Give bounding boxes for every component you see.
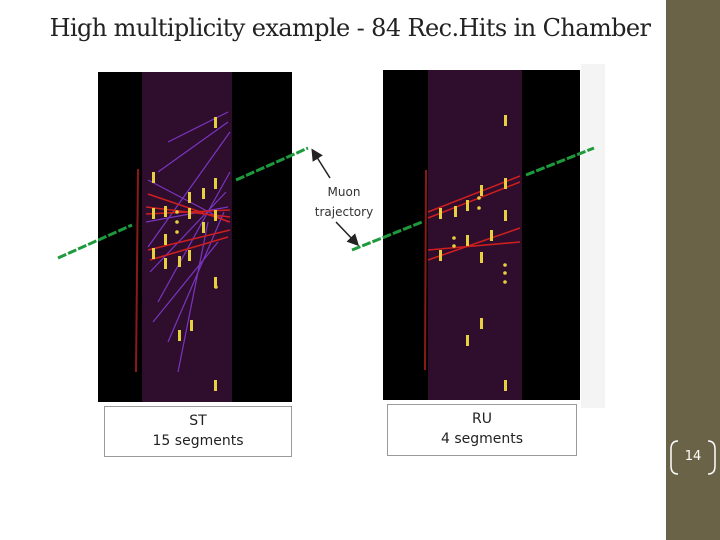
muon-line-left-lower [58,225,132,258]
muon-line-right-lower [352,222,422,250]
caption-algorithm: ST [189,413,207,429]
caption-segments: 4 segments [440,431,524,447]
caption-algorithm: RU [472,411,492,427]
caption-segments: 15 segments [152,433,244,449]
caption-ru [387,404,577,456]
annotation-line-2: trajectory [314,205,374,219]
caption-st [104,406,292,457]
muon-trajectory-label [296,182,392,222]
arrow-up [313,151,330,178]
muon-line-left-upper [236,148,308,180]
arrow-down [336,222,357,244]
slide-title: High multiplicity example - 84 Rec.Hits in Chamber [49,14,651,42]
page-number: 14 [684,449,702,464]
muon-line-right-upper [526,148,594,175]
annotation-line-1: Muon [327,185,361,199]
